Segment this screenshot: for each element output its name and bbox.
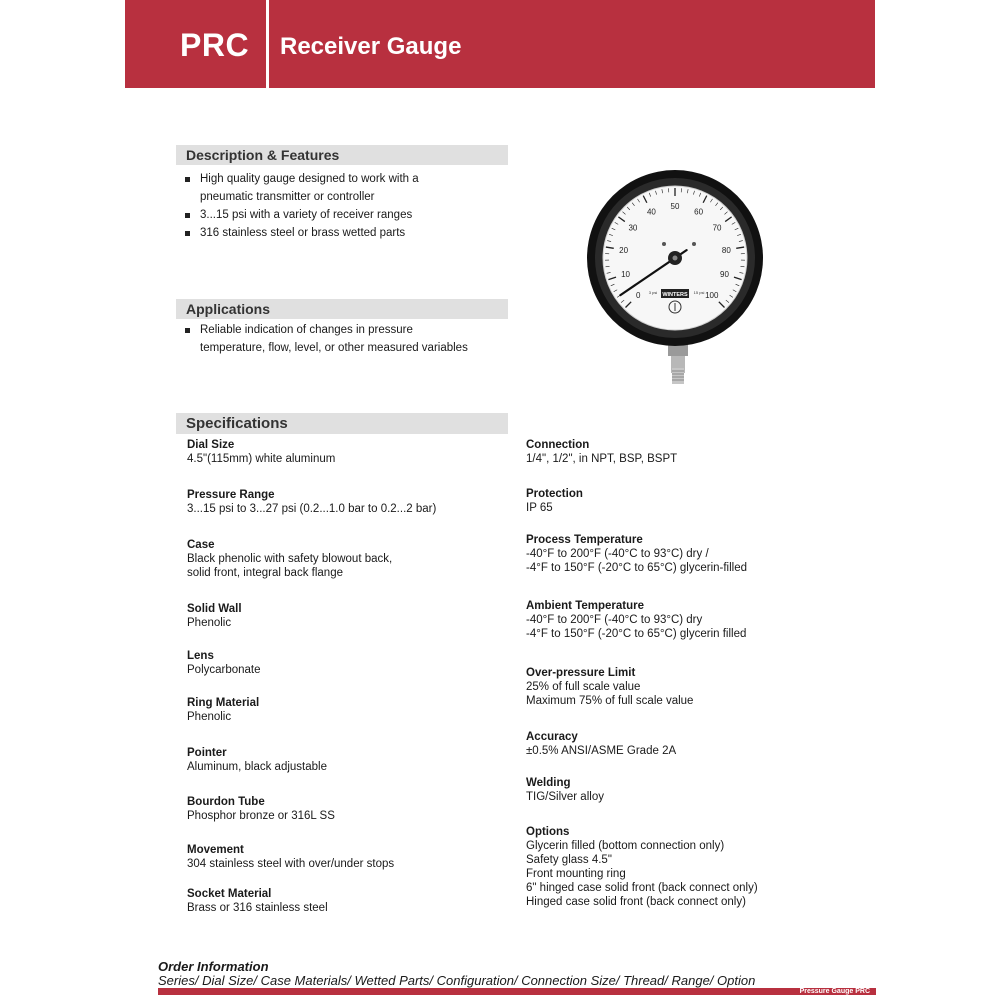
gauge-number-label: 30: [628, 223, 638, 233]
spec-value: 4.5"(115mm) white aluminum: [187, 453, 336, 465]
spec-value: Maximum 75% of full scale value: [526, 695, 694, 707]
bullet-text: 316 stainless steel or brass wetted parts: [200, 227, 406, 239]
gauge-number-label: 20: [619, 245, 629, 255]
spec-value: Front mounting ring: [526, 868, 626, 880]
spec-item: [526, 666, 693, 708]
bullet-text: pneumatic transmitter or controller: [200, 191, 375, 203]
spec-value: Phenolic: [187, 617, 232, 629]
description-heading: Description & Features: [176, 145, 508, 165]
gauge-brand-text: WINTERS: [662, 292, 688, 298]
gauge-number-label: 40: [646, 207, 656, 217]
bullet-marker-icon: [185, 177, 190, 182]
footer-label: Pressure Gauge PRC: [799, 988, 870, 995]
spec-value: Black phenolic with safety blowout back,: [187, 553, 393, 565]
spec-value: 3...15 psi to 3...27 psi (0.2...1.0 bar to 0.2...2 bar): [187, 503, 437, 515]
spec-item: [526, 599, 746, 641]
spec-value: Aluminum, black adjustable: [187, 761, 327, 773]
spec-value: Phosphor bronze or 316L SS: [187, 810, 335, 822]
spec-value: 304 stainless steel with over/under stops: [187, 858, 395, 870]
spec-value: TIG/Silver alloy: [526, 791, 604, 803]
spec-item: [526, 730, 676, 758]
spec-value: 1/4", 1/2", in NPT, BSP, BSPT: [526, 453, 678, 465]
banner-divider: [266, 0, 269, 88]
spec-item: [526, 487, 583, 515]
gauge-number-label: 50: [670, 202, 680, 211]
spec-value: -40°F to 200°F (-40°C to 93°C) dry: [526, 614, 703, 626]
spec-value: -4°F to 150°F (-20°C to 65°C) glycerin-filled: [526, 562, 747, 574]
gauge-number-label: 90: [720, 270, 729, 280]
spec-value: Glycerin filled (bottom connection only): [526, 840, 725, 852]
spec-item: [526, 776, 604, 804]
spec-label: Lens: [187, 650, 214, 662]
spec-label: Options: [526, 826, 570, 838]
spec-item: [187, 843, 394, 871]
spec-item: [187, 795, 335, 823]
spec-label: Dial Size: [187, 439, 235, 451]
footer-bar: [158, 988, 876, 995]
spec-item: [187, 488, 436, 516]
spec-item: [526, 825, 758, 909]
spec-item: [187, 538, 392, 580]
order-information-title: Order Information: [158, 959, 269, 974]
spec-value: -40°F to 200°F (-40°C to 93°C) dry /: [526, 548, 709, 560]
gauge-number-label: 70: [712, 223, 722, 233]
spec-value: Polycarbonate: [187, 664, 261, 676]
applications-heading: Applications: [176, 299, 508, 319]
spec-item: [187, 602, 242, 630]
spec-item: [187, 649, 261, 677]
spec-item: [187, 696, 259, 724]
description-list: [182, 170, 512, 242]
spec-item: [187, 438, 335, 466]
applications-list: [182, 321, 512, 357]
bullet-marker-icon: [185, 231, 190, 236]
spec-item: [526, 533, 747, 575]
spec-item: [187, 887, 328, 915]
spec-value: Brass or 316 stainless steel: [187, 902, 328, 914]
order-information-text: Series/ Dial Size/ Case Materials/ Wetted Parts/ Configuration/ Connection Size/ Thread/ Range/ Option: [158, 973, 756, 988]
gauge-number-label: 60: [694, 207, 704, 217]
gauge-number-label: 10: [621, 270, 630, 280]
spec-label: Movement: [187, 844, 244, 856]
spec-label: Welding: [526, 777, 571, 789]
gauge-number-label: 0: [636, 290, 641, 300]
spec-item: [526, 438, 677, 466]
spec-label: Pressure Range: [187, 489, 275, 501]
description-bullet: [182, 170, 512, 206]
spec-value: Safety glass 4.5": [526, 854, 612, 866]
spec-label: Case: [187, 539, 215, 551]
bullet-text: Reliable indication of changes in pressure: [200, 324, 413, 336]
spec-label: Ring Material: [187, 697, 260, 709]
spec-label: Ambient Temperature: [526, 600, 645, 612]
spec-value: -4°F to 150°F (-20°C to 65°C) glycerin filled: [526, 628, 747, 640]
description-bullet: [182, 206, 512, 224]
spec-value: IP 65: [526, 502, 553, 514]
spec-value: solid front, integral back flange: [187, 567, 343, 579]
spec-label: Bourdon Tube: [187, 796, 265, 808]
gauge-number-label: 100: [705, 290, 719, 300]
header-banner: [125, 0, 875, 88]
bullet-text: High quality gauge designed to work with a: [200, 173, 419, 185]
product-title: Receiver Gauge: [280, 33, 462, 60]
gauge-image: [585, 168, 765, 390]
spec-label: Protection: [526, 488, 583, 500]
bullet-text: 3...15 psi with a variety of receiver ranges: [200, 209, 413, 221]
bullet-marker-icon: [185, 213, 190, 218]
spec-value: 25% of full scale value: [526, 681, 641, 693]
spec-value: 6" hinged case solid front (back connect only): [526, 882, 758, 894]
spec-item: [187, 746, 327, 774]
spec-value: ±0.5% ANSI/ASME Grade 2A: [526, 745, 677, 757]
spec-label: Solid Wall: [187, 603, 242, 615]
spec-label: Process Temperature: [526, 534, 643, 546]
specifications-heading: Specifications: [176, 413, 508, 434]
description-bullet: [182, 224, 512, 242]
bullet-marker-icon: [185, 328, 190, 333]
spec-label: Pointer: [187, 747, 227, 759]
bullet-text: temperature, flow, level, or other measured variables: [200, 342, 468, 354]
spec-label: Over-pressure Limit: [526, 667, 636, 679]
spec-value: Phenolic: [187, 711, 232, 723]
gauge-thread: [672, 368, 684, 384]
spec-value: Hinged case solid front (back connect only): [526, 896, 746, 908]
gauge-number-label: 80: [721, 245, 731, 255]
spec-label: Connection: [526, 439, 590, 451]
spec-label: Socket Material: [187, 888, 272, 900]
applications-bullet: [182, 321, 512, 357]
gauge-unit-left: 3 psi: [648, 290, 658, 295]
spec-label: Accuracy: [526, 731, 578, 743]
series-code: PRC: [180, 27, 250, 63]
gauge-unit-right: 15 psi: [693, 290, 705, 295]
